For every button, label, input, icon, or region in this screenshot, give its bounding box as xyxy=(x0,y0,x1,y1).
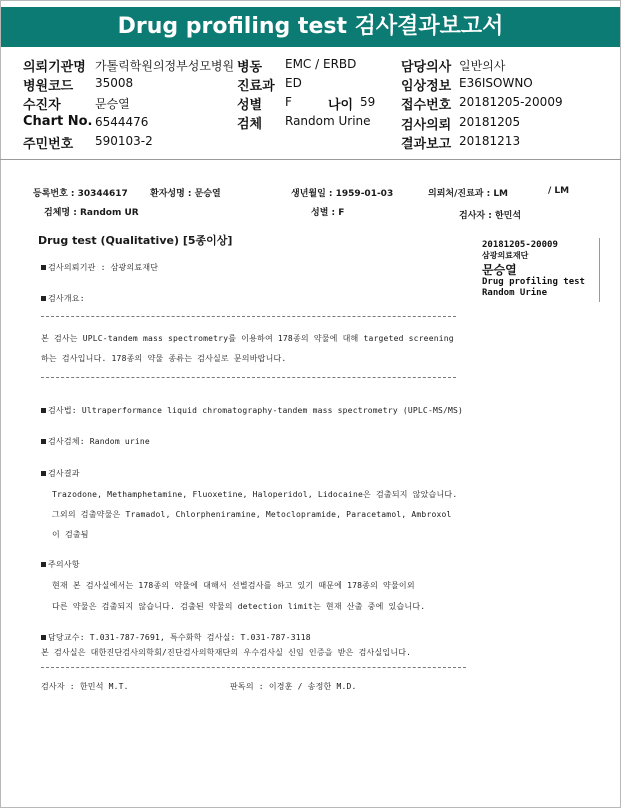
specimen-label: 검체 xyxy=(237,117,263,132)
specimen-line: 검사검체: Random urine xyxy=(41,436,150,447)
signer-reader: 판독의 : 이경훈 / 송정한 M.D. xyxy=(230,682,357,691)
divider-dashed xyxy=(41,667,466,668)
divider-dashed xyxy=(41,316,456,317)
hospital-code-label: 병원코드 xyxy=(23,79,74,94)
certification-line: 본 검사실은 대한진단검사의학회/진단검사의학재단의 우수검사실 신임 인증을 받은 검사실입니다. xyxy=(41,648,412,657)
chart-label: Chart No. xyxy=(23,114,93,129)
clinical-label: 임상정보 xyxy=(401,79,452,94)
institution-value: 가톨릭학원의정부성모병원 xyxy=(95,59,235,73)
requester: 의뢰처/진료과 : LM xyxy=(428,189,509,199)
bullet-icon xyxy=(41,408,46,413)
result-line-3: 이 검출됨 xyxy=(52,530,89,539)
notes-line-2: 다른 약물은 검출되지 않습니다. 검출된 약물의 detection limit는 현재 산출 중에 있습니다. xyxy=(52,602,426,611)
receipt-label: 접수번호 xyxy=(401,98,452,113)
reg-no: 등록번호 : 30344617 xyxy=(33,189,128,199)
notes-line-1: 현재 본 검사실에서는 178종의 약물에 대해서 선별검사를 하고 있기 때문에 178종의 약물이외 xyxy=(52,581,415,590)
report-date-label: 결과보고 xyxy=(401,137,452,152)
sex-label: 성별 xyxy=(237,98,263,113)
method-line: 검사법: Ultraperformance liquid chromatography-tandem mass spectrometry (UPLC-MS/MS) xyxy=(41,405,463,416)
header-divider xyxy=(0,159,621,160)
sticker-agency: 삼광의료재단 xyxy=(482,251,529,260)
bullet-icon xyxy=(41,635,46,640)
notes-heading: 주의사항 xyxy=(41,559,80,570)
ward-value: EMC / ERBD xyxy=(285,57,357,71)
dept-value: ED xyxy=(285,76,302,90)
sticker-patient: 문승열 xyxy=(482,263,517,277)
report-title: Drug profiling test 검사결과보고서 xyxy=(1,7,620,47)
bullet-icon xyxy=(41,265,46,270)
ward-label: 병동 xyxy=(237,60,263,75)
result-heading: 검사결과 xyxy=(41,468,80,479)
examiner: 검사자 : 한민석 xyxy=(459,211,522,221)
bullet-icon xyxy=(41,439,46,444)
sex-value: F xyxy=(285,95,292,109)
clinical-value: E36ISOWNO xyxy=(459,76,533,90)
sticker-specimen: Random Urine xyxy=(482,288,548,298)
agency-line: 검사의뢰기관 : 삼광의료재단 xyxy=(41,262,158,273)
contact-line: 담당교수: T.031-787-7691, 특수화학 검사실: T.031-787-3118 xyxy=(41,632,311,643)
specimen-value: Random Urine xyxy=(285,114,371,128)
sticker-receipt: 20181205-20009 xyxy=(482,240,558,250)
birth-date: 생년월일 : 1959-01-03 xyxy=(291,189,394,199)
patient-value: 문승열 xyxy=(95,97,130,111)
doctor-value: 일반의사 xyxy=(459,59,506,73)
test-title: Drug test (Qualitative) [5종이상] xyxy=(38,234,233,247)
request-label: 검사의뢰 xyxy=(401,118,452,133)
specimen-name: 검체명 : Random UR xyxy=(44,208,139,218)
patient-label: 수진자 xyxy=(23,98,61,113)
request-value: 20181205 xyxy=(459,115,521,129)
overview-heading: 검사개요: xyxy=(41,293,85,304)
chart-value: 6544476 xyxy=(95,115,149,129)
report-date-value: 20181213 xyxy=(459,134,521,148)
overview-line-1: 본 검사는 UPLC-tandem mass spectrometry를 이용하여 178종의 약물에 대해 targeted screening xyxy=(41,334,454,343)
requester-dept: / LM xyxy=(548,186,570,196)
institution-label: 의뢰기관명 xyxy=(23,60,86,75)
age-value: 59 xyxy=(360,95,376,109)
bullet-icon xyxy=(41,296,46,301)
bullet-icon xyxy=(41,471,46,476)
result-line-1: Trazodone, Methamphetamine, Fluoxetine, Haloperidol, Lidocaine은 검출되지 않았습니다. xyxy=(52,490,458,499)
result-line-2: 그외의 검출약물은 Tramadol, Chlorpheniramine, Metoclopramide, Paracetamol, Ambroxol xyxy=(52,510,452,519)
age-label: 나이 xyxy=(328,98,354,113)
patient-name: 환자성명 : 문승열 xyxy=(150,189,221,199)
overview-line-2: 하는 검사입니다. 178종의 약물 종류는 검사실로 문의바랍니다. xyxy=(41,354,287,363)
rrn-value: 590103-2 xyxy=(95,134,153,148)
dept-label: 진료과 xyxy=(237,79,275,94)
sticker-test: Drug profiling test xyxy=(482,277,585,287)
bullet-icon xyxy=(41,562,46,567)
signer-examiner: 검사자 : 한민석 M.T. xyxy=(41,682,129,691)
report-sex: 성별 : F xyxy=(311,208,345,218)
receipt-value: 20181205-20009 xyxy=(459,95,563,109)
doctor-label: 담당의사 xyxy=(401,60,452,75)
hospital-code-value: 35008 xyxy=(95,76,134,90)
rrn-label: 주민번호 xyxy=(23,137,74,152)
divider-dashed xyxy=(41,377,456,378)
